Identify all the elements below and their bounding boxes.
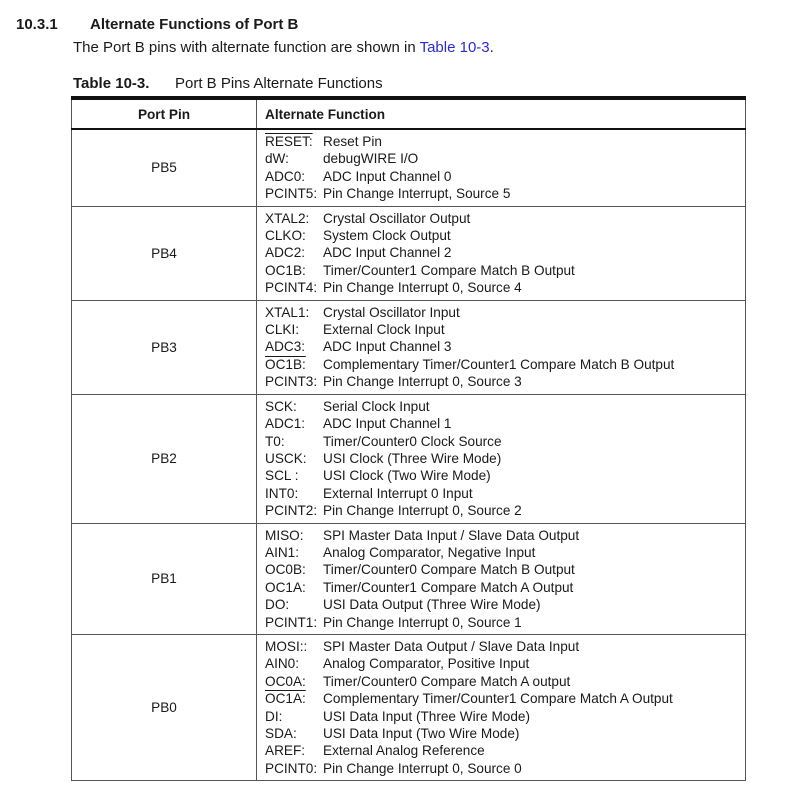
signal-name: MISO: [265, 527, 304, 543]
intro-text: The Port B pins with alternate function are shown in [73, 39, 420, 56]
signal-description: Serial Clock Input [323, 398, 430, 414]
function-line [265, 398, 745, 415]
function-line [265, 725, 745, 742]
signal-name: ADC2: [265, 245, 306, 261]
signal-name: PCINT0: [265, 760, 318, 776]
signal-description: Complementary Timer/Counter1 Compare Match B Output [323, 356, 675, 372]
signal-name: PCINT5: [265, 186, 318, 202]
signal-description: USI Clock (Two Wire Mode) [323, 468, 491, 484]
intro-paragraph [73, 39, 494, 56]
function-line [265, 338, 745, 355]
signal-description: Pin Change Interrupt 0, Source 1 [323, 614, 522, 630]
signal-description: Analog Comparator, Negative Input [323, 544, 536, 560]
function-line [265, 467, 745, 484]
signal-name: MOSI:: [265, 638, 308, 654]
signal-description: SPI Master Data Output / Slave Data Input [323, 638, 580, 654]
signal-name: AIN0: [265, 656, 299, 672]
signal-description: External Clock Input [323, 322, 445, 338]
port-b-table [71, 96, 746, 781]
signal-name: OC1B: [265, 356, 306, 372]
header-alternate-function: Alternate Function [257, 98, 746, 129]
signal-name: SDA: [265, 726, 297, 741]
function-line [265, 304, 745, 321]
signal-description: Pin Change Interrupt 0, Source 3 [323, 374, 522, 390]
signal-name: DI: [265, 708, 283, 724]
signal-name: AREF: [265, 743, 306, 759]
signal-description: Crystal Oscillator Input [323, 304, 460, 320]
table-header-row [72, 98, 746, 129]
signal-name: OC1A: [265, 691, 306, 707]
signal-description: Crystal Oscillator Output [323, 210, 471, 226]
signal-name: XTAL1: [265, 304, 310, 320]
function-line [265, 596, 745, 613]
signal-name: ADC1: [265, 416, 306, 432]
signal-name: RESET: [265, 134, 313, 149]
function-line [265, 433, 745, 450]
signal-name: OC1B: [265, 262, 306, 278]
signal-description: Pin Change Interrupt, Source 5 [323, 186, 511, 202]
alternate-function-cell [257, 634, 746, 780]
port-pin-cell: PB5 [72, 129, 257, 206]
function-line [265, 502, 745, 519]
signal-description: ADC Input Channel 3 [323, 339, 452, 355]
section-heading [16, 16, 298, 33]
table-row [72, 300, 746, 394]
alternate-function-cell [257, 300, 746, 394]
port-pin-cell: PB4 [72, 206, 257, 300]
function-line [265, 279, 745, 296]
function-line [265, 742, 745, 759]
signal-description: External Analog Reference [323, 743, 485, 759]
signal-description: Timer/Counter1 Compare Match B Output [323, 262, 575, 278]
table-row [72, 523, 746, 634]
port-pin-cell: PB0 [72, 634, 257, 780]
signal-name: CLKI: [265, 322, 299, 338]
signal-name: SCL : [265, 468, 299, 484]
function-line [265, 133, 745, 150]
signal-name: OC0A: [265, 673, 306, 689]
signal-description: Timer/Counter1 Compare Match A Output [323, 579, 574, 595]
signal-name: AIN1: [265, 544, 299, 560]
port-pin-cell: PB2 [72, 394, 257, 523]
alternate-function-cell [257, 523, 746, 634]
function-line [265, 168, 745, 185]
signal-name: DO: [265, 597, 290, 613]
alternate-function-cell [257, 206, 746, 300]
signal-description: USI Data Input (Two Wire Mode) [323, 726, 520, 741]
function-line [265, 544, 745, 561]
function-line [265, 450, 745, 467]
function-line [265, 485, 745, 502]
signal-description: debugWIRE I/O [323, 151, 419, 167]
function-line [265, 356, 745, 373]
function-line [265, 227, 745, 244]
section-number: 10.3.1 [16, 16, 58, 33]
signal-name: ADC0: [265, 168, 306, 184]
function-line [265, 561, 745, 578]
function-line [265, 760, 745, 777]
table-row [72, 634, 746, 780]
signal-name: PCINT1: [265, 614, 318, 630]
table-row [72, 206, 746, 300]
function-line [265, 373, 745, 390]
function-line [265, 579, 745, 596]
function-line [265, 655, 745, 672]
signal-name: INT0: [265, 485, 299, 501]
signal-name: CLKO: [265, 228, 306, 244]
signal-name: ADC3: [265, 339, 306, 355]
signal-name: OC0B: [265, 562, 306, 578]
table-row [72, 394, 746, 523]
intro-suffix: . [489, 39, 494, 56]
function-line [265, 185, 745, 202]
section-title: Alternate Functions of Port B [90, 16, 299, 33]
function-line [265, 527, 745, 544]
table-link[interactable]: Table 10-3 [419, 39, 490, 56]
function-line [265, 262, 745, 279]
function-line [265, 321, 745, 338]
signal-name: PCINT3: [265, 374, 318, 390]
function-line [265, 614, 745, 631]
table-caption [73, 75, 383, 92]
signal-description: USI Clock (Three Wire Mode) [323, 450, 502, 466]
function-line [265, 673, 745, 690]
signal-name: OC1A: [265, 579, 306, 595]
function-line [265, 638, 745, 655]
signal-name: PCINT4: [265, 280, 318, 296]
table-row [72, 129, 746, 206]
signal-description: SPI Master Data Input / Slave Data Output [323, 527, 580, 543]
header-port-pin: Port Pin [72, 98, 257, 129]
signal-name: USCK: [265, 450, 307, 466]
signal-description: Complementary Timer/Counter1 Compare Match A Output [323, 691, 673, 707]
signal-name: dW: [265, 151, 289, 167]
signal-name: XTAL2: [265, 210, 310, 226]
function-line [265, 210, 745, 227]
signal-name: T0: [265, 433, 285, 449]
port-pin-cell: PB1 [72, 523, 257, 634]
signal-description: ADC Input Channel 2 [323, 245, 452, 261]
signal-description: ADC Input Channel 1 [323, 416, 452, 432]
function-line [265, 244, 745, 261]
caption-title: Port B Pins Alternate Functions [175, 75, 383, 92]
alternate-function-cell [257, 394, 746, 523]
signal-description: ADC Input Channel 0 [323, 168, 452, 184]
signal-description: System Clock Output [323, 228, 451, 244]
port-pin-cell: PB3 [72, 300, 257, 394]
function-line [265, 690, 745, 707]
signal-description: Timer/Counter0 Compare Match A output [323, 673, 571, 689]
signal-description: External Interrupt 0 Input [323, 485, 473, 501]
caption-label: Table 10-3. [73, 75, 150, 92]
signal-description: Pin Change Interrupt 0, Source 4 [323, 280, 522, 296]
signal-description: USI Data Output (Three Wire Mode) [323, 597, 541, 613]
signal-description: Analog Comparator, Positive Input [323, 656, 530, 672]
signal-name: SCK: [265, 398, 297, 414]
function-line [265, 150, 745, 167]
signal-description: Timer/Counter0 Compare Match B Output [323, 562, 575, 578]
function-line [265, 415, 745, 432]
alternate-function-cell [257, 129, 746, 206]
signal-description: USI Data Input (Three Wire Mode) [323, 708, 530, 724]
signal-description: Pin Change Interrupt 0, Source 0 [323, 760, 522, 776]
signal-name: PCINT2: [265, 503, 318, 519]
function-line [265, 708, 745, 725]
signal-description: Pin Change Interrupt 0, Source 2 [323, 503, 522, 519]
signal-description: Reset Pin [323, 134, 382, 149]
signal-description: Timer/Counter0 Clock Source [323, 433, 502, 449]
